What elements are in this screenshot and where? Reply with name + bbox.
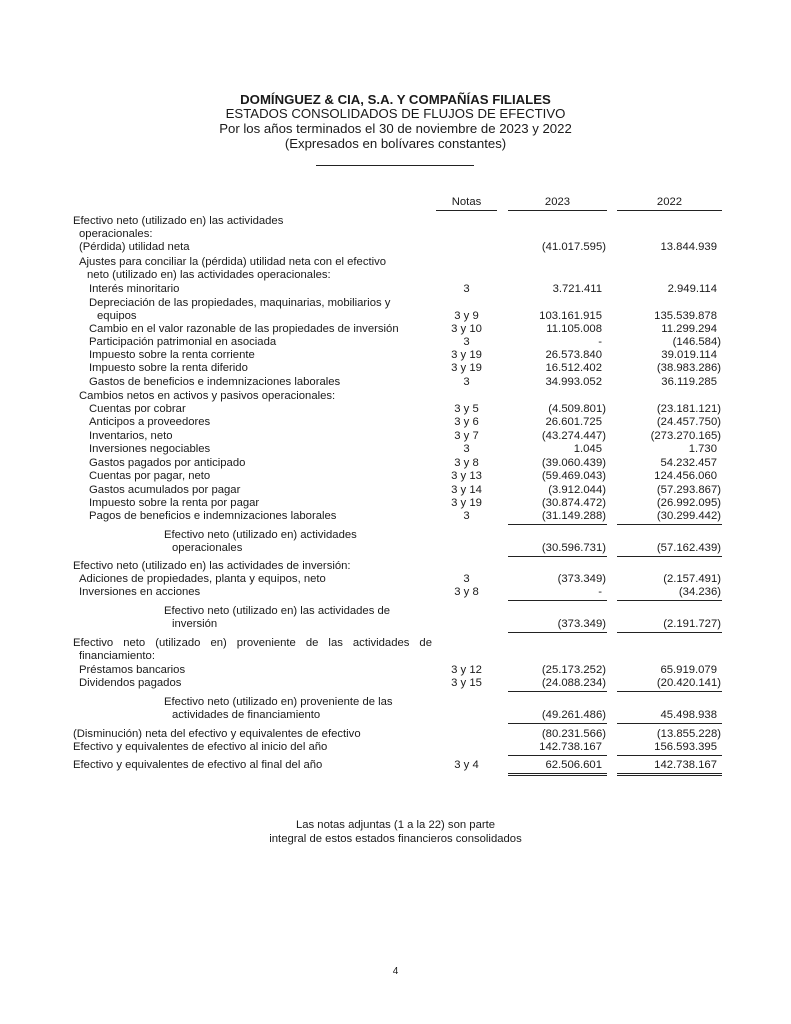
row-value-2023: (80.231.566)	[541, 728, 606, 740]
row-label: Gastos acumulados por pagar	[89, 484, 241, 496]
table-row	[0, 560, 791, 573]
row-label: Efectivo neto (utilizado en) proveniente de las actividades de	[73, 637, 432, 649]
subtotal-rule	[617, 691, 722, 692]
row-value-2022: (2.157.491)	[663, 573, 721, 585]
table-row	[0, 677, 791, 690]
column-header-rule	[617, 210, 722, 211]
row-label: Gastos pagados por anticipado	[89, 457, 246, 469]
row-note: 3 y 5	[454, 403, 479, 415]
row-note: 3 y 14	[451, 484, 482, 496]
row-note: 3 y 19	[451, 497, 482, 509]
currency-note: (Expresados en bolívares constantes)	[284, 136, 507, 151]
row-note: 3 y 8	[454, 457, 479, 469]
subtotal-rule	[617, 524, 722, 525]
table-row	[0, 696, 791, 709]
row-value-2023: 103.161.915	[539, 310, 602, 322]
row-value-2022: (57.293.867)	[656, 484, 721, 496]
row-value-2023: 26.601.725	[545, 416, 602, 428]
table-row	[0, 497, 791, 510]
row-label: Inventarios, neto	[89, 430, 173, 442]
row-value-2023: 16.512.402	[545, 362, 602, 374]
subtotal-rule	[508, 691, 607, 692]
table-row	[0, 443, 791, 456]
row-value-2023: 34.993.052	[545, 376, 602, 388]
row-label: actividades de financiamiento	[172, 709, 321, 721]
row-label: Anticipos a proveedores	[89, 416, 211, 428]
total-double-rule	[508, 773, 607, 776]
row-label: Inversiones negociables	[89, 443, 211, 455]
row-value-2022: (24.457.750)	[656, 416, 721, 428]
row-value-2022: 11.299.294	[661, 323, 717, 335]
row-label: Efectivo y equivalentes de efectivo al final del año	[73, 759, 323, 771]
table-row	[0, 241, 791, 254]
footer-line-1: Las notas adjuntas (1 a la 22) son parte	[295, 819, 496, 831]
row-label: operacionales:	[79, 228, 153, 240]
row-value-2023: 3.721.411	[552, 283, 602, 295]
table-row	[0, 416, 791, 429]
row-value-2023: (4.509.801)	[548, 403, 606, 415]
row-note: 3	[463, 336, 470, 348]
table-row	[0, 664, 791, 677]
row-value-2022: 45.498.938	[660, 709, 717, 721]
row-note: 3	[463, 376, 470, 388]
table-row	[0, 618, 791, 631]
row-label: Cambio en el valor razonable de las propiedades de inversión	[89, 323, 399, 335]
row-value-2023: (49.261.486)	[541, 709, 606, 721]
row-value-2023: 62.506.601	[545, 759, 602, 771]
row-value-2022: (34.236)	[678, 586, 721, 598]
column-header-notes: Notas	[451, 196, 482, 208]
row-label: Efectivo neto (utilizado en) actividades	[164, 529, 357, 541]
row-note: 3 y 8	[454, 586, 479, 598]
row-value-2022: 39.019.114	[661, 349, 717, 361]
table-row	[0, 484, 791, 497]
row-label: (Disminución) neta del efectivo y equivalentes de efectivo	[73, 728, 361, 740]
row-value-2022: (146.584)	[672, 336, 721, 348]
row-label: neto (utilizado en) las actividades operacionales:	[87, 269, 331, 281]
row-label: Inversiones en acciones	[79, 586, 201, 598]
table-row	[0, 403, 791, 416]
subtotal-rule	[508, 524, 607, 525]
statement-title: ESTADOS CONSOLIDADOS DE FLUJOS DE EFECTIVO	[225, 106, 566, 121]
row-value-2023: 142.738.167	[539, 741, 602, 753]
row-label: Pagos de beneficios e indemnizaciones laborales	[89, 510, 337, 522]
row-label: Gastos de beneficios e indemnizaciones laborales	[89, 376, 341, 388]
row-note: 3 y 7	[454, 430, 479, 442]
table-row	[0, 256, 791, 269]
row-value-2023: (24.088.234)	[541, 677, 606, 689]
table-row	[0, 323, 791, 336]
row-value-2023: (3.912.044)	[548, 484, 606, 496]
row-value-2023: (30.874.472)	[541, 497, 606, 509]
row-note: 3 y 13	[451, 470, 482, 482]
table-row	[0, 605, 791, 618]
row-value-2022: 135.539.878	[654, 310, 717, 322]
row-value-2022: 65.919.079	[660, 664, 717, 676]
table-row	[0, 269, 791, 282]
row-note: 3	[463, 283, 470, 295]
period: Por los años terminados el 30 de noviembre de 2023 y 2022	[219, 121, 572, 136]
row-label: Depreciación de las propiedades, maquinarias, mobiliarios y	[89, 297, 391, 309]
table-row	[0, 709, 791, 722]
row-value-2023: (25.173.252)	[541, 664, 606, 676]
row-label: Cuentas por pagar, neto	[89, 470, 211, 482]
row-label: (Pérdida) utilidad neta	[79, 241, 190, 253]
table-row	[0, 310, 791, 323]
table-row	[0, 542, 791, 555]
table-row	[0, 349, 791, 362]
row-label: inversión	[172, 618, 218, 630]
row-label: Dividendos pagados	[79, 677, 182, 689]
row-note: 3 y 19	[451, 349, 482, 361]
row-value-2023: (41.017.595)	[541, 241, 606, 253]
row-value-2022: 54.232.457	[660, 457, 717, 469]
table-row	[0, 228, 791, 241]
row-value-2022: (30.299.442)	[656, 510, 721, 522]
row-value-2023: (59.469.043)	[541, 470, 606, 482]
row-note: 3 y 9	[454, 310, 479, 322]
row-value-2022: 124.456.060	[654, 470, 717, 482]
row-label: Efectivo neto (utilizado en) las actividades	[73, 215, 284, 227]
subtotal-rule	[508, 723, 607, 724]
row-label: Cambios netos en activos y pasivos operacionales:	[79, 390, 336, 402]
subtotal-rule	[508, 632, 607, 633]
row-label: Adiciones de propiedades, planta y equipos, neto	[79, 573, 326, 585]
table-row	[0, 470, 791, 483]
row-label: financiamiento:	[79, 650, 155, 662]
table-row	[0, 741, 791, 754]
table-row	[0, 430, 791, 443]
subtotal-rule	[617, 556, 722, 557]
row-value-2022: 13.844.939	[660, 241, 717, 253]
row-value-2023: (373.349)	[557, 573, 606, 585]
subtotal-rule	[508, 755, 607, 756]
table-row	[0, 390, 791, 403]
page-number: 4	[392, 966, 399, 977]
row-value-2022: 36.119.285	[661, 376, 717, 388]
row-value-2022: 1.730	[688, 443, 717, 455]
row-value-2022: (23.181.121)	[656, 403, 721, 415]
row-note: 3	[463, 573, 470, 585]
row-note: 3 y 15	[451, 677, 482, 689]
row-label: operacionales	[172, 542, 243, 554]
row-value-2022: (13.855.228)	[656, 728, 721, 740]
row-note: 3	[463, 443, 470, 455]
row-label: Impuesto sobre la renta diferido	[89, 362, 248, 374]
subtotal-rule	[508, 556, 607, 557]
row-note: 3	[463, 510, 470, 522]
table-row	[0, 573, 791, 586]
table-row	[0, 529, 791, 542]
table-row	[0, 215, 791, 228]
header-divider	[316, 165, 474, 166]
row-note: 3 y 12	[451, 664, 482, 676]
row-value-2022: (2.191.727)	[663, 618, 721, 630]
row-value-2022: (273.270.165)	[650, 430, 721, 442]
table-row	[0, 728, 791, 741]
table-row	[0, 637, 791, 650]
row-note: 3 y 10	[451, 323, 482, 335]
row-value-2023: 11.105.008	[546, 323, 602, 335]
row-note: 3 y 4	[454, 759, 479, 771]
row-label: Efectivo neto (utilizado en) proveniente de las	[164, 696, 393, 708]
subtotal-rule	[617, 600, 722, 601]
subtotal-rule	[508, 600, 607, 601]
table-row	[0, 650, 791, 663]
row-value-2023: 26.573.840	[545, 349, 602, 361]
row-label: Impuesto sobre la renta por pagar	[89, 497, 260, 509]
row-value-2022: 156.593.395	[654, 741, 717, 753]
row-label: Cuentas por cobrar	[89, 403, 186, 415]
row-label: Participación patrimonial en asociada	[89, 336, 277, 348]
subtotal-rule	[617, 723, 722, 724]
table-row	[0, 510, 791, 523]
column-header-rule	[508, 210, 607, 211]
row-value-2022: (38.983.286)	[656, 362, 721, 374]
row-note: 3 y 19	[451, 362, 482, 374]
column-header-2022: 2022	[656, 196, 683, 208]
row-value-2023: -	[598, 586, 602, 598]
row-note: 3 y 6	[454, 416, 479, 428]
table-row	[0, 283, 791, 296]
table-row	[0, 759, 791, 772]
row-value-2022: (57.162.439)	[656, 542, 721, 554]
row-value-2022: (26.992.095)	[656, 497, 721, 509]
table-row	[0, 297, 791, 310]
subtotal-rule	[617, 632, 722, 633]
column-header-rule	[436, 210, 497, 211]
footer-line-2: integral de estos estados financieros consolidados	[269, 833, 522, 845]
table-row	[0, 362, 791, 375]
row-value-2022: 142.738.167	[654, 759, 717, 771]
row-label: Efectivo neto (utilizado en) las actividades de	[164, 605, 391, 617]
row-value-2023: 1.045	[573, 443, 602, 455]
row-label: equipos	[97, 310, 137, 322]
row-value-2023: (31.149.288)	[541, 510, 606, 522]
row-value-2023: (39.060.439)	[541, 457, 606, 469]
row-value-2022: 2.949.114	[667, 283, 717, 295]
row-label: Impuesto sobre la renta corriente	[89, 349, 255, 361]
row-value-2023: -	[598, 336, 602, 348]
total-double-rule	[617, 773, 722, 776]
subtotal-rule	[617, 755, 722, 756]
table-row	[0, 457, 791, 470]
table-row	[0, 336, 791, 349]
table-row	[0, 376, 791, 389]
column-header-2023: 2023	[544, 196, 571, 208]
row-value-2023: (30.596.731)	[541, 542, 606, 554]
company-name: DOMÍNGUEZ & CIA, S.A. Y COMPAÑÍAS FILIALES	[240, 92, 551, 107]
table-row	[0, 586, 791, 599]
row-label: Interés minoritario	[89, 283, 180, 295]
row-label: Efectivo neto (utilizado en) las actividades de inversión:	[73, 560, 351, 572]
row-value-2023: (43.274.447)	[541, 430, 606, 442]
row-label: Efectivo y equivalentes de efectivo al inicio del año	[73, 741, 328, 753]
row-label: Ajustes para conciliar la (pérdida) utilidad neta con el efectivo	[79, 256, 387, 268]
row-label: Préstamos bancarios	[79, 664, 186, 676]
row-value-2022: (20.420.141)	[656, 677, 721, 689]
row-value-2023: (373.349)	[557, 618, 606, 630]
